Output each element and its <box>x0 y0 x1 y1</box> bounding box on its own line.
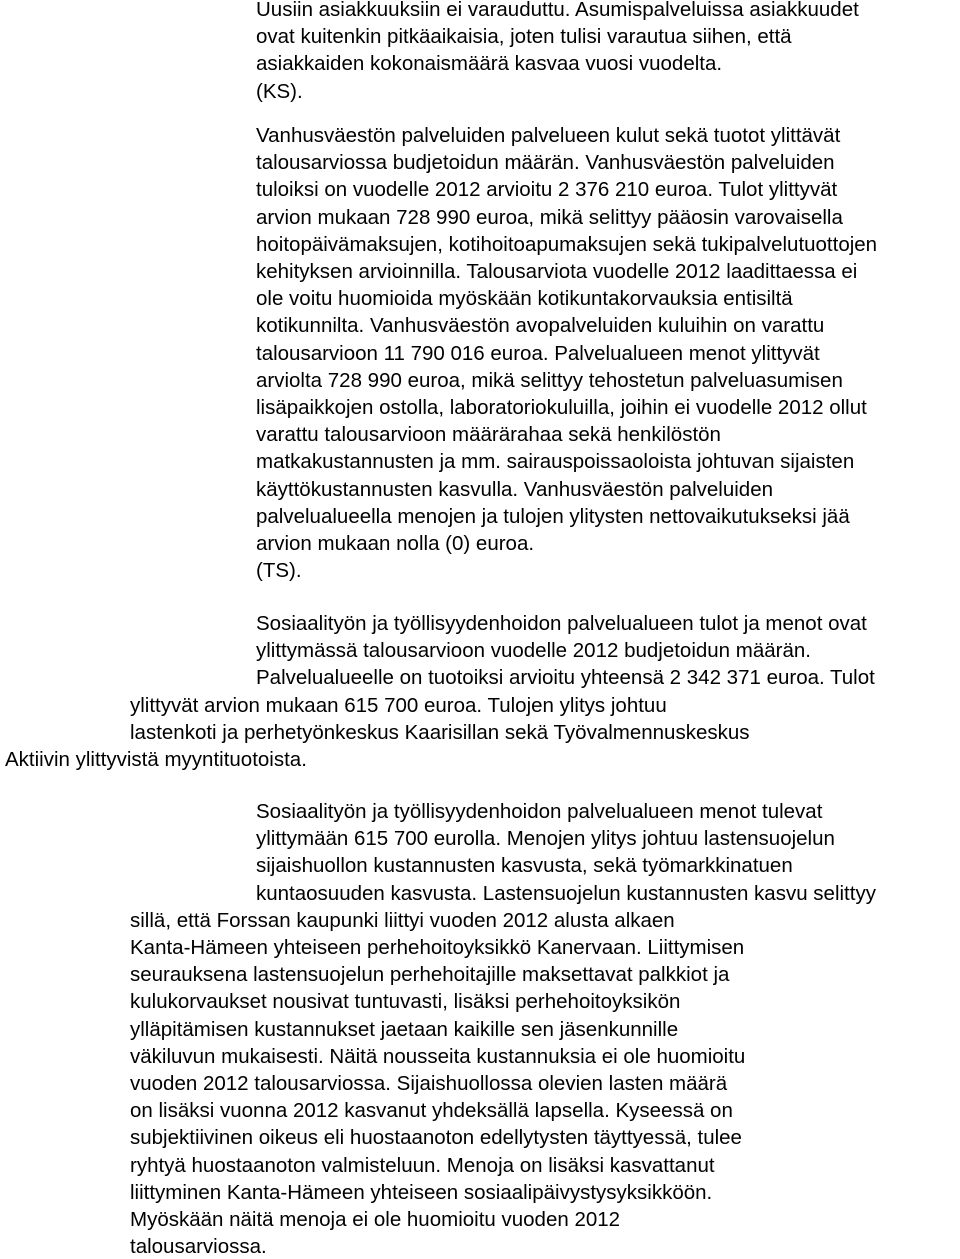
text-line: varattu talousarvioon määrärahaa sekä henkilöstön <box>256 423 721 447</box>
text-line: kuntaosuuden kasvusta. Lastensuojelun kustannusten kasvu selittyy <box>256 881 876 905</box>
text-line: vuoden 2012 talousarviossa. Sijaishuollossa olevien lasten määrä <box>130 1072 728 1095</box>
text-line: hoitopäivämaksujen, kotihoitoapumaksujen sekä tukipalvelutuottojen <box>256 232 878 256</box>
text-line: sillä, että Forssan kaupunki liittyi vuoden 2012 alusta alkaen <box>130 908 675 932</box>
text-line: sijaishuollon kustannusten kasvusta, sekä työmarkkinatuen <box>256 854 793 878</box>
text-line: liittyminen Kanta-Hämeen yhteiseen sosiaalipäivystysyksikköön. <box>130 1180 713 1204</box>
text-line: asiakkaiden kokonaismäärä kasvaa vuosi vuodelta. <box>256 52 723 76</box>
text-line: ole voitu huomioida myöskään kotikuntakorvauksia entisiltä <box>256 287 793 311</box>
text-line: matkakustannusten ja mm. sairauspoissaoloista johtuvan sijaisten <box>256 450 855 474</box>
text-line: kehityksen arvioinnilla. Talousarviota vuodelle 2012 laadittaessa ei <box>256 260 858 283</box>
text-line: lisäpaikkojen ostolla, laboratoriokuluilla, joihin ei vuodelle 2012 ollut <box>256 396 867 419</box>
text-line: Myöskään näitä menoja ei ole huomioitu vuoden 2012 <box>130 1208 621 1231</box>
text-line: (TS). <box>256 559 302 583</box>
text-line: talousarviossa budjetoidun määrän. Vanhusväestön palveluiden <box>256 151 835 175</box>
text-line: ovat kuitenkin pitkäaikaisia, joten tulisi varautua siihen, että <box>256 25 792 49</box>
text-line: Palvelualueelle on tuotoiksi arvioitu yhteensä 2 342 371 euroa. Tulot <box>256 666 875 690</box>
text-line: on lisäksi vuonna 2012 kasvanut yhdeksällä lapsella. Kyseessä on <box>130 1099 733 1123</box>
text-line: väkiluvun mukaisesti. Näitä nousseita kustannuksia ei ole huomioitu <box>130 1044 746 1068</box>
text-line: arvion mukaan nolla (0) euroa. <box>256 532 535 555</box>
text-line: seurauksena lastensuojelun perhehoitajille maksettavat palkkiot ja <box>130 963 730 987</box>
text-line: Sosiaalityön ja työllisyydenhoidon palvelualueen tulot ja menot ovat <box>256 612 867 635</box>
text-line: kulukorvaukset nousivat tuntuvasti, lisäksi perhehoitoyksikön <box>130 990 681 1014</box>
text-line: ylittymässä talousarvioon vuodelle 2012 budjetoidun määrän. <box>256 639 811 663</box>
text-line: ylittymään 615 700 eurolla. Menojen ylitys johtuu lastensuojelun <box>256 827 835 851</box>
text-line: ylittyvät arvion mukaan 615 700 euroa. Tulojen ylitys johtuu <box>130 693 667 717</box>
text-line: lastenkoti ja perhetyönkeskus Kaarisillan sekä Työvalmennuskeskus <box>130 720 750 744</box>
text-line: arviolta 728 990 euroa, mikä selittyy tehostetun palveluasumisen <box>256 368 843 392</box>
text-line: tuloiksi on vuodelle 2012 arvioitu 2 376 210 euroa. Tulot ylittyvät <box>256 178 838 202</box>
text-line: ylläpitämisen kustannukset jaetaan kaikille sen jäsenkunnille <box>130 1017 679 1041</box>
text-line: Vanhusväestön palveluiden palvelueen kulut sekä tuotot ylittävät <box>256 124 841 147</box>
text-line: ryhtyä huostaanoton valmisteluun. Menoja on lisäksi kasvattanut <box>130 1153 715 1177</box>
text-line: Aktiivin ylittyvistä myyntituotoista. <box>5 748 307 771</box>
text-line: subjektiivinen oikeus eli huostaanoton edellytysten täyttyessä, tulee <box>130 1126 742 1150</box>
text-line: palvelualueella menojen ja tulojen ylitysten nettovaikutukseksi jää <box>256 504 850 528</box>
text-line: käyttökustannusten kasvulla. Vanhusväestön palveluiden <box>256 477 774 501</box>
text-line: talousarvioon 11 790 016 euroa. Palvelualueen menot ylittyvät <box>256 341 820 365</box>
text-line: kotikunnilta. Vanhusväestön avopalveluiden kuluihin on varattu <box>256 314 825 338</box>
text-line: Uusiin asiakkuuksiin ei varauduttu. Asumispalveluissa asiakkuudet <box>256 0 859 21</box>
text-line: Sosiaalityön ja työllisyydenhoidon palvelualueen menot tulevat <box>256 800 823 823</box>
text-line: arvion mukaan 728 990 euroa, mikä selittyy pääosin varovaisella <box>256 205 843 229</box>
text-line: Kanta-Hämeen yhteiseen perhehoitoyksikkö Kanervaan. Liittymisen <box>130 936 745 959</box>
text-line: (KS). <box>256 79 303 103</box>
text-line: talousarviossa. <box>130 1235 267 1259</box>
